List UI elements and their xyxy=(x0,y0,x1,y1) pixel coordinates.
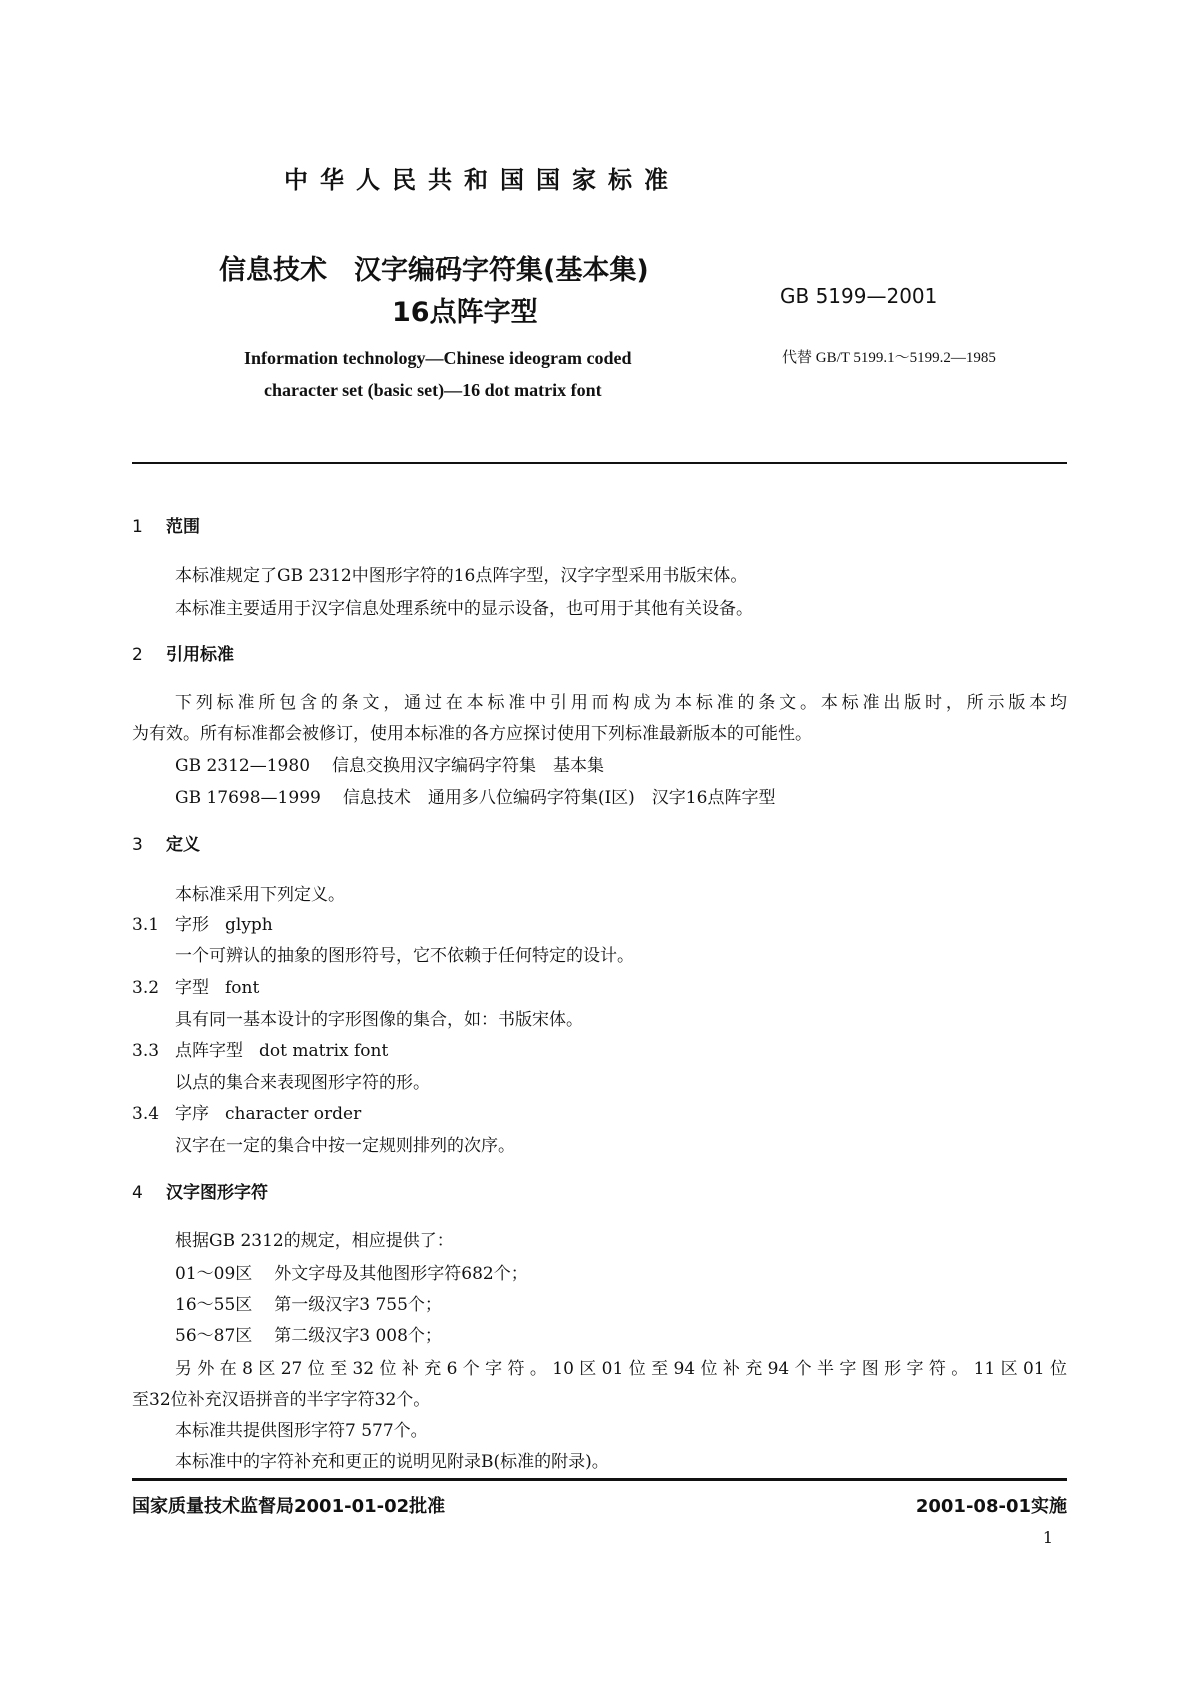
zone-description: 外文字母及其他图形字符682个； xyxy=(274,1264,528,1284)
term-chinese: 点阵字型 xyxy=(175,1041,243,1061)
zone-description: 第二级汉字3 008个； xyxy=(274,1326,442,1346)
paragraph: 本标准规定了GB 2312中图形字符的16点阵字型，汉字字型采用书版宋体。 xyxy=(175,566,748,586)
clause-number: 3.2 xyxy=(132,978,160,998)
paragraph: 为有效。所有标准都会被修订，使用本标准的各方应探讨使用下列标准最新版本的可能性。 xyxy=(132,724,812,744)
zone-range: 56～87区 xyxy=(175,1326,253,1346)
definition-text: 具有同一基本设计的字形图像的集合，如：书版宋体。 xyxy=(175,1010,583,1030)
issuing-country-heading: 中华人民共和国国家标准 xyxy=(284,166,680,194)
clause-number: 3.1 xyxy=(132,915,160,935)
term-chinese: 字序 xyxy=(175,1104,209,1124)
approval-date: 国家质量技术监督局2001-01-02批准 xyxy=(132,1496,446,1517)
section-title: 汉字图形字符 xyxy=(166,1183,268,1203)
section-number: 2 xyxy=(132,645,143,665)
reference-item xyxy=(175,756,604,776)
effective-date: 2001-08-01实施 xyxy=(915,1496,1067,1517)
zone-item xyxy=(175,1264,528,1284)
title-chinese-line1: 信息技术 汉字编码字符集(基本集) xyxy=(219,255,649,286)
paragraph: 另外在8区27位至32位补充6个字符。10区01位至94位补充94个半字图形字符。11区01位 xyxy=(175,1359,1067,1379)
standard-number: GB 5199—2001 xyxy=(780,284,938,308)
term-english: dot matrix font xyxy=(259,1041,389,1061)
paragraph: 本标准共提供图形字符7 577个。 xyxy=(175,1421,428,1441)
replaces-standard: 代替 GB/T 5199.1～5199.2—1985 xyxy=(782,350,996,366)
term-chinese: 字形 xyxy=(175,915,209,935)
page-number: 1 xyxy=(1042,1528,1053,1547)
definition-term xyxy=(132,1104,361,1124)
paragraph: 本标准中的字符补充和更正的说明见附录B(标准的附录)。 xyxy=(175,1452,609,1472)
definition-text: 汉字在一定的集合中按一定规则排列的次序。 xyxy=(175,1136,515,1156)
paragraph: 下列标准所包含的条文，通过在本标准中引用而构成为本标准的条文。本标准出版时，所示版本均 xyxy=(175,693,1067,713)
reference-name: 信息技术 通用多八位编码字符集(Ⅰ区) 汉字16点阵字型 xyxy=(342,788,776,808)
header-divider xyxy=(132,462,1067,464)
paragraph: 本标准主要适用于汉字信息处理系统中的显示设备，也可用于其他有关设备。 xyxy=(175,599,753,619)
definition-text: 以点的集合来表现图形字符的形。 xyxy=(175,1073,430,1093)
clause-number: 3.3 xyxy=(132,1041,160,1061)
section-title: 定义 xyxy=(166,835,200,855)
term-chinese: 字型 xyxy=(175,978,209,998)
definition-term xyxy=(132,978,259,998)
definition-term xyxy=(132,915,273,935)
definition-text: 一个可辨认的抽象的图形符号，它不依赖于任何特定的设计。 xyxy=(175,946,634,966)
reference-code: GB 2312—1980 xyxy=(175,756,311,776)
paragraph: 至32位补充汉语拼音的半字字符32个。 xyxy=(132,1390,431,1410)
term-english: glyph xyxy=(225,915,273,935)
section-2-heading xyxy=(132,645,234,665)
clause-number: 3.4 xyxy=(132,1104,160,1124)
section-number: 1 xyxy=(132,517,143,537)
reference-code: GB 17698—1999 xyxy=(175,788,321,808)
reference-name: 信息交换用汉字编码字符集 基本集 xyxy=(332,756,605,776)
paragraph: 本标准采用下列定义。 xyxy=(175,885,345,905)
section-1-heading xyxy=(132,517,200,537)
section-number: 4 xyxy=(132,1183,143,1203)
paragraph: 根据GB 2312的规定，相应提供了： xyxy=(175,1231,454,1251)
reference-item xyxy=(175,788,775,808)
section-4-heading xyxy=(132,1183,268,1203)
zone-description: 第一级汉字3 755个； xyxy=(274,1295,442,1315)
term-english: font xyxy=(225,978,260,998)
title-english-line1: Information technology—Chinese ideogram coded xyxy=(244,348,632,368)
section-title: 引用标准 xyxy=(166,645,234,665)
section-number: 3 xyxy=(132,835,143,855)
zone-range: 01～09区 xyxy=(175,1264,253,1284)
section-3-heading xyxy=(132,835,200,855)
term-english: character order xyxy=(225,1104,362,1124)
zone-item xyxy=(175,1326,442,1346)
footer-divider xyxy=(132,1478,1067,1481)
title-english-line2: character set (basic set)—16 dot matrix font xyxy=(264,380,602,400)
definition-term xyxy=(132,1041,388,1061)
section-title: 范围 xyxy=(166,517,200,537)
title-chinese-line2: 16点阵字型 xyxy=(392,297,538,328)
zone-range: 16～55区 xyxy=(175,1295,253,1315)
zone-item xyxy=(175,1295,442,1315)
